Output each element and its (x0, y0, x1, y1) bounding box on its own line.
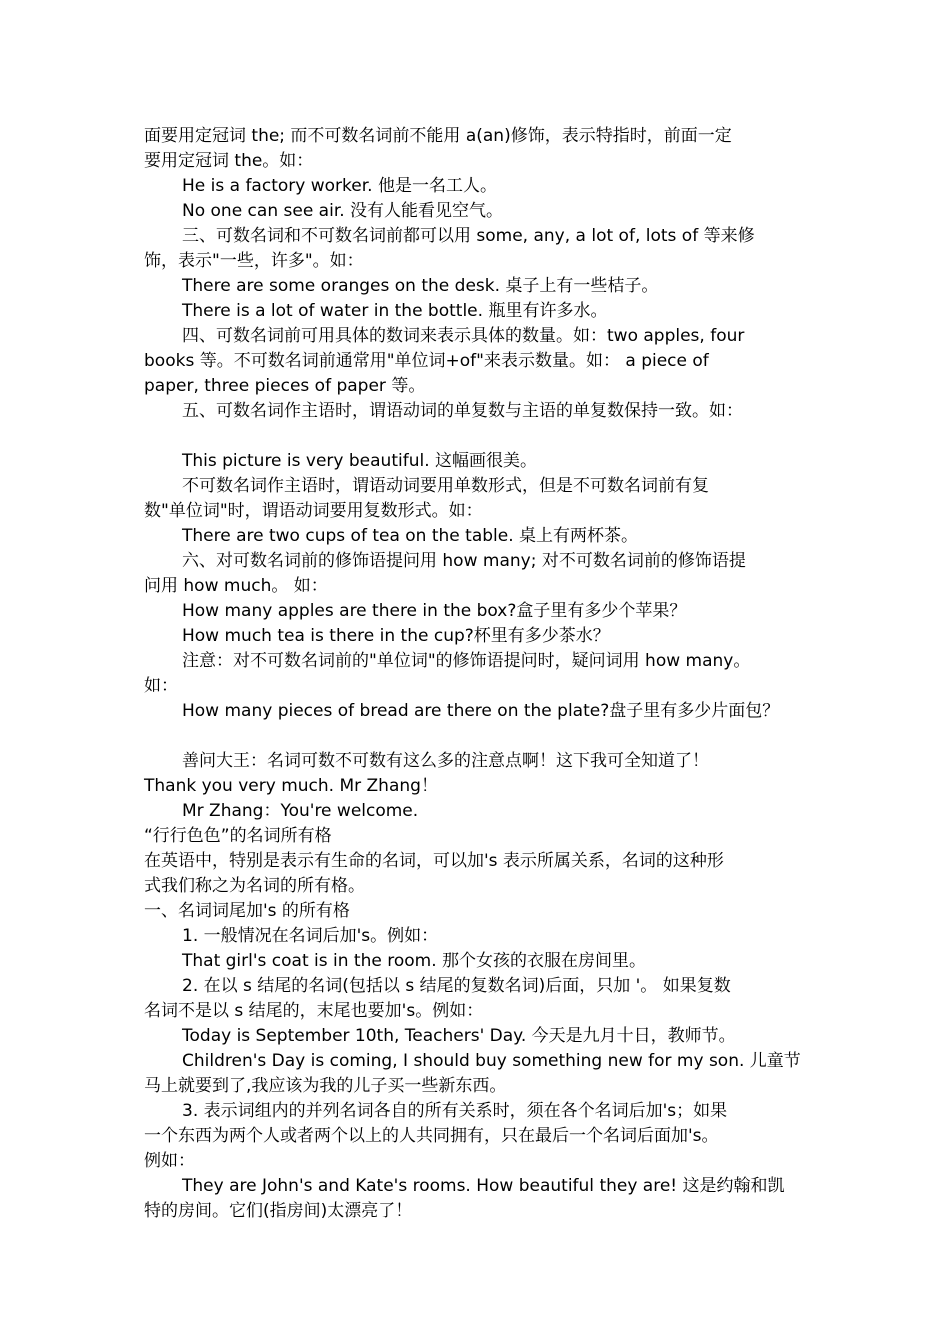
text-line: 1. 一般情况在名词后加's。例如： (182, 926, 439, 946)
text-line: There are two cups of tea on the table. 桌上有两杯茶。 (182, 526, 639, 546)
text-line: 数"单位词"时，谓语动词要用复数形式。如： (144, 501, 483, 521)
text-line: 善问大王：名词可数不可数有这么多的注意点啊！这下我可全知道了！ (182, 751, 709, 771)
text-line: paper, three pieces of paper 等。 (144, 376, 426, 396)
text-line: 3. 表示词组内的并列名词各自的所有关系时，须在各个名词后加's；如果 (182, 1101, 728, 1121)
text-line: “行行色色”的名词所有格 (144, 826, 332, 846)
text-line: There is a lot of water in the bottle. 瓶里有许多水。 (182, 301, 608, 321)
text-line: books 等。不可数名词前通常用"单位词+of"来表示数量。如： a piece of (144, 351, 709, 371)
text-line: 六、对可数名词前的修饰语提问用 how many; 对不可数名词前的修饰语提 (182, 551, 746, 571)
text-line: Thank you very much. Mr Zhang！ (144, 776, 438, 796)
text-line: 如： (144, 676, 178, 696)
text-line: 式我们称之为名词的所有格。 (144, 876, 365, 896)
document-body (144, 124, 808, 1224)
text-line: 特的房间。它们(指房间)太漂亮了！ (144, 1201, 413, 1221)
text-line: This picture is very beautiful. 这幅画很美。 (182, 451, 537, 471)
text-line: Today is September 10th, Teachers' Day. 今天是九月十日，教师节。 (182, 1026, 736, 1046)
text-line: Children's Day is coming, I should buy something new for my son. 儿童节 (182, 1051, 801, 1071)
text-line: 注意：对不可数名词前的"单位词"的修饰语提问时，疑问词用 how many。 (182, 651, 751, 671)
text-line: 问用 how much。 如： (144, 576, 328, 596)
text-line: 面要用定冠词 the; 而不可数名词前不能用 a(an)修饰，表示特指时，前面一定 (144, 126, 732, 146)
text-line: How many apples are there in the box?盒子里有多少个苹果？ (182, 601, 687, 621)
text-line: 要用定冠词 the。如： (144, 151, 314, 171)
text-line: 不可数名词作主语时，谓语动词要用单数形式，但是不可数名词前有复 (182, 476, 709, 496)
text-line: Mr Zhang：You're welcome. (182, 801, 419, 821)
text-line: 五、可数名词作主语时，谓语动词的单复数与主语的单复数保持一致。如： (182, 401, 743, 421)
text-line: 2. 在以 s 结尾的名词(包括以 s 结尾的复数名词)后面，只加 '。 如果复数 (182, 976, 731, 996)
text-line: How many pieces of bread are there on the plate?盘子里有多少片面包？ (182, 701, 780, 721)
text-line: No one can see air. 没有人能看见空气。 (182, 201, 504, 221)
text-line: 一、名词词尾加's 的所有格 (144, 901, 350, 921)
text-line: 三、可数名词和不可数名词前都可以用 some, any, a lot of, lots of 等来修 (182, 226, 755, 246)
text-line: 饰，表示"一些，许多"。如： (144, 251, 364, 271)
text-line: 名词不是以 s 结尾的，末尾也要加's。例如： (144, 1001, 484, 1021)
text-line: 例如： (144, 1151, 195, 1171)
text-line: 四、可数名词前可用具体的数词来表示具体的数量。如：two apples, four (182, 326, 745, 346)
text-line: There are some oranges on the desk. 桌子上有一些桔子。 (182, 276, 659, 296)
text-line: How much tea is there in the cup?杯里有多少茶水？ (182, 626, 610, 646)
text-line: They are John's and Kate's rooms. How beautiful they are! 这是约翰和凯 (182, 1176, 785, 1196)
blank-line (144, 724, 808, 749)
blank-line (144, 424, 808, 449)
text-line: He is a factory worker. 他是一名工人。 (182, 176, 497, 196)
text-line: That girl's coat is in the room. 那个女孩的衣服在房间里。 (182, 951, 647, 971)
text-line: 在英语中，特别是表示有生命的名词，可以加's 表示所属关系，名词的这种形 (144, 851, 724, 871)
text-line: 一个东西为两个人或者两个以上的人共同拥有，只在最后一个名词后面加's。 (144, 1126, 719, 1146)
text-line: 马上就要到了,我应该为我的儿子买一些新东西。 (144, 1076, 507, 1096)
